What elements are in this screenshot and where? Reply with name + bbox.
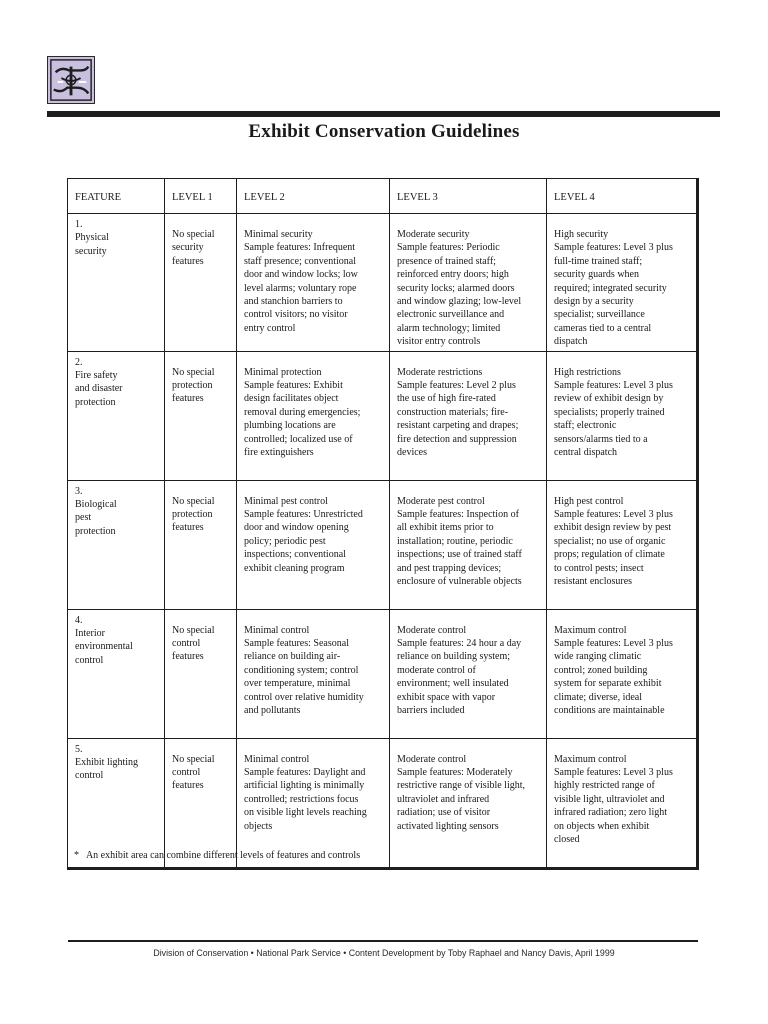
level-4-cell: [547, 351, 698, 480]
header-divider: [47, 111, 720, 117]
header-level-2: LEVEL 2: [237, 179, 390, 214]
level-3-cell: [390, 738, 547, 868]
feature-cell: [68, 609, 165, 738]
level-1-text: No special control features: [172, 753, 215, 792]
feature-name: Interior environmental control: [75, 628, 133, 666]
table-row: [68, 609, 698, 738]
level-2-cell: [237, 214, 390, 352]
header-level-3: LEVEL 3: [390, 179, 547, 214]
level-1-text: No special control features: [172, 624, 215, 663]
header-level-1: LEVEL 1: [165, 179, 237, 214]
level-2-text: Minimal control Sample features: Daylight and artificial lighting is minimally controlled; restrictions focus on visible light levels reaching objects: [244, 753, 367, 832]
feature-name: Biological pest protection: [75, 499, 117, 537]
level-4-text: Maximum control Sample features: Level 3 plus highly restricted range of visible light, ultraviolet and infrared radiation; zero light on objects when exhibit closed: [554, 753, 673, 846]
feature-number: 2.: [75, 356, 83, 368]
level-1-text: No special protection features: [172, 366, 215, 405]
level-4-text: High security Sample features: Level 3 plus full-time trained staff; security guards when required; integrated security design by a security specialist; surveillance cameras tied to a central dispatch: [554, 229, 673, 348]
table-row: [68, 351, 698, 480]
page-title: Exhibit Conservation Guidelines: [248, 121, 520, 142]
table-row: [68, 480, 698, 609]
level-2-text: Minimal protection Sample features: Exhibit design facilitates object removal during emergencies; plumbing locations are controlled; localized use of fire extinguishers: [244, 366, 361, 459]
level-3-text: Moderate control Sample features: 24 hour a day reliance on building system; moderate control of environment; well insulated exhibit space with vapor barriers included: [397, 624, 522, 717]
level-3-cell: [390, 214, 547, 352]
footer-divider: [68, 940, 698, 942]
feature-cell: [68, 480, 165, 609]
level-1-cell: [165, 351, 237, 480]
level-1-cell: [165, 480, 237, 609]
header-level-4: LEVEL 4: [547, 179, 698, 214]
feature-cell: [68, 351, 165, 480]
level-3-text: Moderate restrictions Sample features: Level 2 plus the use of high fire-rated construction materials; fire- resistant carpeting and drapes; fire detection and suppression devices: [397, 366, 519, 459]
feature-name: Fire safety and disaster protection: [75, 370, 123, 408]
guidelines-table: [67, 178, 699, 870]
page-footer: Division of Conservation • National Park Service • Content Development by Toby Raphael and Nancy Davis, April 1999: [153, 948, 615, 958]
feature-number: 5.: [75, 743, 83, 755]
level-3-cell: [390, 351, 547, 480]
feature-cell: [68, 738, 165, 868]
level-4-cell: [547, 609, 698, 738]
feature-number: 4.: [75, 614, 83, 626]
footnote: * An exhibit area can combine different levels of features and controls: [74, 850, 361, 861]
level-1-text: No special protection features: [172, 495, 215, 534]
table-header-row: [68, 179, 698, 214]
level-4-text: High pest control Sample features: Level 3 plus exhibit design review by pest specialist; no use of organic props; regulation of climate to control pests; insect resistant enclosures: [554, 495, 673, 588]
feature-number: 1.: [75, 219, 83, 230]
feature-name: Exhibit lighting control: [75, 757, 139, 782]
conservation-logo-icon: [47, 56, 95, 104]
level-2-cell: [237, 351, 390, 480]
level-2-cell: [237, 738, 390, 868]
level-4-cell: [547, 214, 698, 352]
level-3-text: Moderate control Sample features: Moderately restrictive range of visible light, ultraviolet and infrared radiation; use of visitor activated lighting sensors: [397, 753, 526, 832]
level-1-cell: [165, 214, 237, 352]
feature-name: Physical security: [75, 232, 109, 257]
feature-number: 3.: [75, 485, 83, 497]
level-3-text: Moderate pest control Sample features: Inspection of all exhibit items prior to installation; routine, periodic inspections; use of trained staff and pest trapping devices; enclosure of vulnerable objects: [397, 495, 522, 588]
level-3-cell: [390, 480, 547, 609]
level-3-text: Moderate security Sample features: Periodic presence of trained staff; reinforced entry doors; high security locks; alarmed doors and window glazing; low-level electronic surveillance and alarm technology; limited visitor entry controls: [397, 229, 522, 348]
header-feature: FEATURE: [68, 179, 165, 214]
feature-cell: [68, 214, 165, 352]
logo-graphic: [48, 57, 94, 103]
level-1-text: No special security features: [172, 229, 215, 267]
level-4-text: Maximum control Sample features: Level 3 plus wide ranging climatic control; zoned building system for separate exhibit climate; diverse, ideal conditions are maintainable: [554, 624, 673, 717]
table-row: [68, 738, 698, 868]
level-2-cell: [237, 480, 390, 609]
level-3-cell: [390, 609, 547, 738]
level-1-cell: [165, 609, 237, 738]
level-4-cell: [547, 480, 698, 609]
level-2-cell: [237, 609, 390, 738]
level-4-text: High restrictions Sample features: Level 3 plus review of exhibit design by specialists; properly trained staff; electronic sensors/alarms tied to a central dispatch: [554, 366, 673, 459]
level-2-text: Minimal control Sample features: Seasonal reliance on building air- conditioning system; control over temperature, minimal control over relative humidity and pollutants: [244, 624, 364, 717]
table-row: [68, 214, 698, 352]
level-4-cell: [547, 738, 698, 868]
level-1-cell: [165, 738, 237, 868]
level-2-text: Minimal pest control Sample features: Unrestricted door and window opening policy; periodic pest inspections; conventional exhibit cleaning program: [244, 495, 363, 574]
level-2-text: Minimal security Sample features: Infrequent staff presence; conventional door and window locks; low level alarms; voluntary rope and stanchion barriers to control visitors; no visitor entry control: [244, 229, 358, 334]
